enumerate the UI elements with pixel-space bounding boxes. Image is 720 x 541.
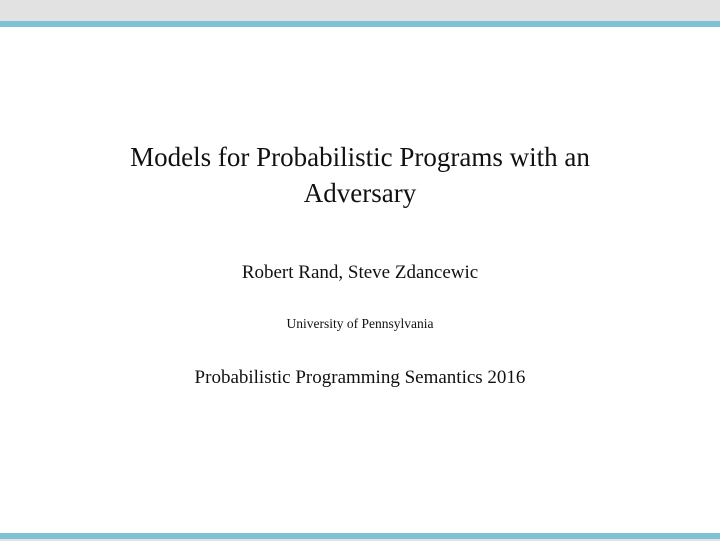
top-accent-rule xyxy=(0,21,720,27)
slide-title-line-2: Adversary xyxy=(303,178,417,208)
top-band xyxy=(0,0,720,21)
affiliation: University of Pennsylvania xyxy=(286,316,434,331)
slide-title-line-1: Models for Probabilistic Programs with an xyxy=(130,142,590,172)
slide-title xyxy=(60,139,660,211)
authors: Robert Rand, Steve Zdancewic xyxy=(241,262,479,283)
venue: Probabilistic Programming Semantics 2016 xyxy=(194,367,526,388)
